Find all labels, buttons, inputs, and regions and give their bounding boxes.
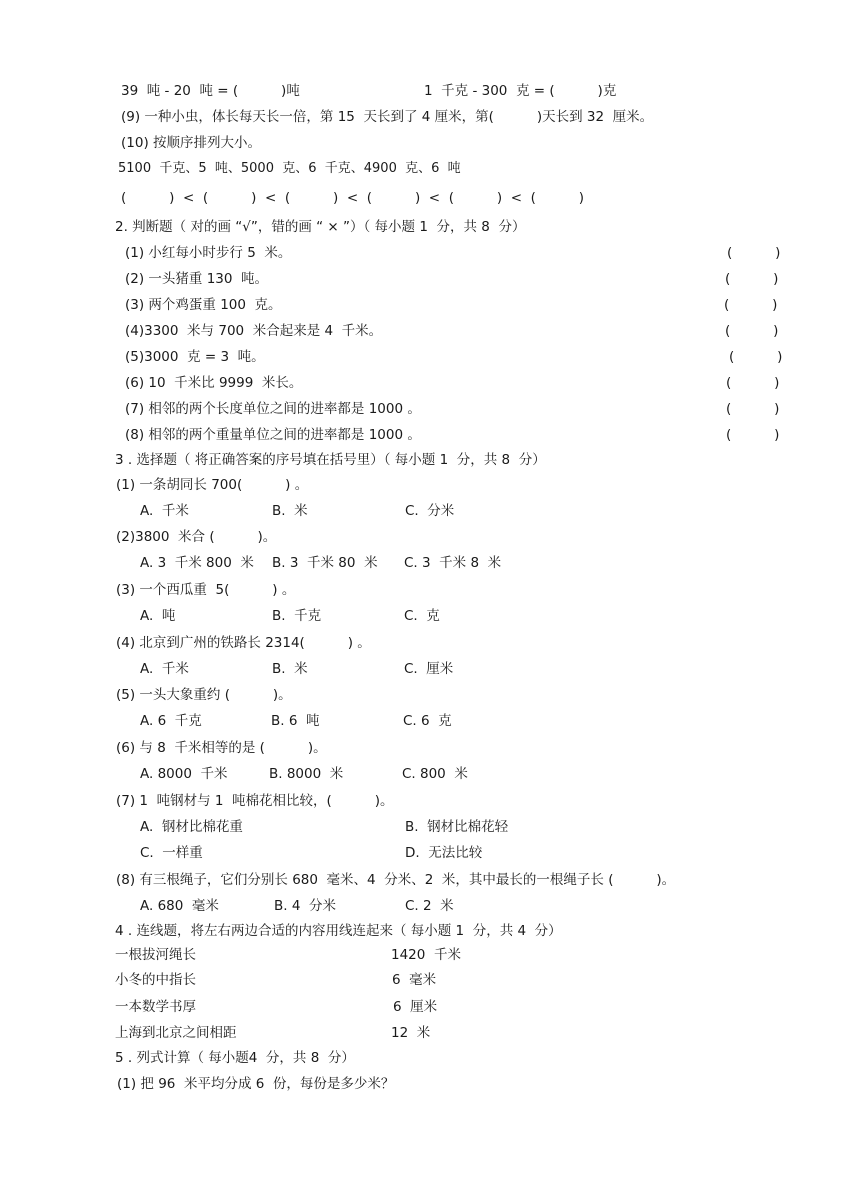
choice-2-option-b[interactable]: B. 3 千米 80 米	[272, 555, 378, 571]
match-right-3[interactable]: 6 厘米	[393, 999, 438, 1015]
choice-5-option-c[interactable]: C. 6 克	[403, 713, 452, 729]
choice-4-option-c[interactable]: C. 厘米	[404, 661, 454, 677]
choice-question-4: (4) 北京到广州的铁路长 2314( ) 。	[116, 635, 371, 651]
choice-question-5: (5) 一头大象重约 ( )。	[116, 687, 292, 703]
calc-question-1: (1) 把 96 米平均分成 6 份，每份是多少米？	[117, 1076, 395, 1092]
judge-answer-bracket-4[interactable]: ( )	[725, 323, 779, 339]
choice-1-option-b[interactable]: B. 米	[272, 503, 308, 519]
judge-answer-bracket-6[interactable]: ( )	[726, 375, 780, 391]
judge-answer-bracket-2[interactable]: ( )	[725, 271, 779, 287]
choice-5-option-a[interactable]: A. 6 千克	[140, 713, 202, 729]
choice-8-option-b[interactable]: B. 4 分米	[274, 898, 337, 914]
choice-3-option-b[interactable]: B. 千克	[272, 608, 322, 624]
choice-2-option-c[interactable]: C. 3 千米 8 米	[404, 555, 502, 571]
judge-header: 2. 判断题（ 对的画 “√”，错的画 “ × ”）（ 每小题 1 分，共 8 分）	[115, 219, 526, 235]
choice-6-option-b[interactable]: B. 8000 米	[269, 766, 344, 782]
judge-item-7: (7) 相邻的两个长度单位之间的进率都是 1000 。	[125, 401, 421, 417]
choice-7-option-c[interactable]: C. 一样重	[140, 845, 203, 861]
fill-question-10-blanks: ( ) < ( ) < ( ) < ( ) < ( ) < ( )	[121, 190, 585, 206]
judge-item-6: (6) 10 千米比 9999 米长。	[125, 375, 303, 391]
judge-item-4: (4)3300 米与 700 米合起来是 4 千米。	[125, 323, 383, 339]
judge-item-2: (2) 一头猪重 130 吨。	[125, 271, 269, 287]
choice-question-7: (7) 1 吨钢材与 1 吨棉花相比较，( )。	[116, 793, 394, 809]
choice-question-2: (2)3800 米合 ( )。	[116, 529, 277, 545]
choice-8-option-c[interactable]: C. 2 米	[405, 898, 454, 914]
choice-2-option-a[interactable]: A. 3 千米 800 米	[140, 555, 254, 571]
choice-1-option-a[interactable]: A. 千米	[140, 503, 189, 519]
judge-answer-bracket-8[interactable]: ( )	[726, 427, 780, 443]
match-left-1[interactable]: 一根拔河绳长	[115, 947, 196, 963]
choice-question-8: (8) 有三根绳子，它们分别长 680 毫米、4 分米、2 米，其中最长的一根绳子长 ( )。	[116, 872, 676, 888]
match-left-3[interactable]: 一本数学书厚	[115, 999, 196, 1015]
judge-answer-bracket-5[interactable]: ( )	[729, 349, 783, 365]
choice-7-option-b[interactable]: B. 钢材比棉花轻	[405, 819, 509, 835]
match-right-1[interactable]: 1420 千米	[391, 947, 461, 963]
choice-4-option-a[interactable]: A. 千米	[140, 661, 189, 677]
choice-question-6: (6) 与 8 千米相等的是 ( )。	[116, 740, 327, 756]
fill-question-9: (9) 一种小虫，体长每天长一倍，第 15 天长到了 4 厘米，第( )天长到 32 厘米。	[121, 109, 654, 125]
choice-6-option-a[interactable]: A. 8000 千米	[140, 766, 228, 782]
fill-line-grams: 1 千克 - 300 克 = ( )克	[424, 83, 617, 99]
judge-item-1: (1) 小红每小时步行 5 米。	[125, 245, 292, 261]
choice-1-option-c[interactable]: C. 分米	[405, 503, 455, 519]
choice-question-3: (3) 一个西瓜重 5( ) 。	[116, 582, 296, 598]
choice-4-option-b[interactable]: B. 米	[272, 661, 308, 677]
judge-answer-bracket-3[interactable]: ( )	[724, 297, 778, 313]
calc-header: 5 . 列式计算（ 每小题4 分，共 8 分）	[115, 1050, 355, 1066]
choice-5-option-b[interactable]: B. 6 吨	[271, 713, 320, 729]
match-left-2[interactable]: 小冬的中指长	[115, 972, 196, 988]
match-right-4[interactable]: 12 米	[391, 1025, 431, 1041]
choice-header: 3 . 选择题（ 将正确答案的序号填在括号里）（ 每小题 1 分，共 8 分）	[115, 452, 546, 468]
judge-item-5: (5)3000 克 = 3 吨。	[125, 349, 265, 365]
match-left-4[interactable]: 上海到北京之间相距	[115, 1025, 237, 1041]
judge-answer-bracket-1[interactable]: ( )	[727, 245, 781, 261]
choice-7-option-a[interactable]: A. 钢材比棉花重	[140, 819, 243, 835]
judge-item-3: (3) 两个鸡蛋重 100 克。	[125, 297, 282, 313]
judge-answer-bracket-7[interactable]: ( )	[726, 401, 780, 417]
fill-line-tons: 39 吨 - 20 吨 = ( )吨	[121, 83, 300, 99]
choice-3-option-c[interactable]: C. 克	[404, 608, 440, 624]
fill-question-10-items: 5100 千克、5 吨、5000 克、6 千克、4900 克、6 吨	[118, 161, 461, 176]
match-right-2[interactable]: 6 毫米	[392, 972, 437, 988]
choice-3-option-a[interactable]: A. 吨	[140, 608, 176, 624]
judge-item-8: (8) 相邻的两个重量单位之间的进率都是 1000 。	[125, 427, 421, 443]
choice-8-option-a[interactable]: A. 680 毫米	[140, 898, 219, 914]
fill-question-10: (10) 按顺序排列大小。	[121, 135, 262, 151]
choice-question-1: (1) 一条胡同长 700( ) 。	[116, 477, 309, 493]
choice-7-option-d[interactable]: D. 无法比较	[405, 845, 483, 861]
choice-6-option-c[interactable]: C. 800 米	[402, 766, 468, 782]
match-header: 4 . 连线题，将左右两边合适的内容用线连起来（ 每小题 1 分，共 4 分）	[115, 923, 562, 939]
